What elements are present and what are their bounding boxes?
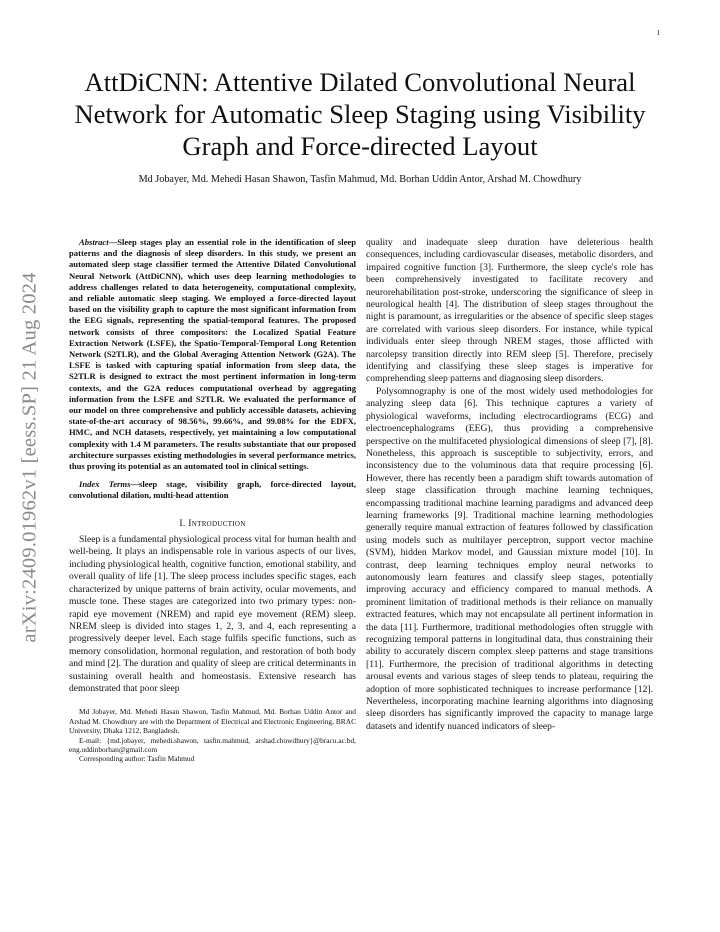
section-heading-introduction: I. Introduction <box>179 517 246 529</box>
footnote-email: E-mail: {md.jobayer, mehedi.shawon, tasfin.mahmud, arshad.chowdhury}@bracu.ac.bd, eng.uddinborhan@gmail.com <box>69 735 356 754</box>
intro-paragraph-3: Polysomnography is one of the most widely used methodologies for analyzing sleep data [6]. This technique captures a variety of physiological waveforms, including electrocardiograms (ECG) and electroencephalograms (EEG), thus providing a comprehensive perspective on the multifaceted physiological dimensions of sleep [7], [8]. Nonetheless, this approach is susceptible to subjectivity, errors, and inconsistency due to the voluminous data that require processing [6]. However, there has recently been a paradigm shift towards automation of sleep stage classification through machine learning techniques, encompassing traditional machine learning paradigms and advanced deep learning frameworks [9]. Traditional machine learning methodologies generally require manual extraction of features followed by classification using models such as multilayer perceptron, support vector machine (SVM), hidden Markov model, and Gaussian mixture model [10]. In contrast, deep learning techniques employ neural networks to autonomously learn features and classify sleep stages, potentially improving accuracy and efficiency compared to manual methods. A prominent limitation of traditional methods is their reliance on manually extracted features, which may not encapsulate all pertinent information in the data [11]. Furthermore, traditional methodologies often struggle with recognizing temporal patterns in longitudinal data, thus constraining their ability to accurately discern complex sleep patterns and stage transitions [11]. Furthermore, the precision of traditional algorithms in detecting arousal events and various stages of sleep tends to plateau, requiring the adoption of more sophisticated techniques to increase performance [12]. Nevertheless, incorporating machine learning algorithms into diagnosing sleep disorders has significantly improved the capacity to manage large datasets and identify nuanced indicators of sleep- <box>366 385 653 732</box>
footnote-affiliation: Md Jobayer, Md. Mehedi Hasan Shawon, Tasfin Mahmud, Md. Borhan Uddin Antor and Arshad M. Chowdhury are with the Department of Electrical and Electronic Engineering, BRAC University, Dhaka 1212, Bangladesh. <box>69 707 356 736</box>
author-list: Md Jobayer, Md. Mehedi Hasan Shawon, Tasfin Mahmud, Md. Borhan Uddin Antor, Arshad M. Chowdhury <box>138 174 582 185</box>
abstract-label: Abstract <box>79 237 109 247</box>
index-terms-label: Index Terms <box>79 479 131 490</box>
right-column <box>366 237 653 733</box>
paper-title: AttDiCNN: Attentive Dilated Convolutional Neural Network for Automatic Sleep Staging using Visibility Graph and Force-directed Layout <box>74 67 646 161</box>
abstract <box>69 237 356 472</box>
index-terms <box>69 479 356 501</box>
page-number: 1 <box>656 29 660 37</box>
arxiv-id: arXiv:2409.01962v1 [eess.SP] 21 Aug 2024 <box>18 271 41 643</box>
index-terms-text: —sleep stage, visibility graph, force-directed layout, convolutional dilation, multi-head attention <box>69 479 356 501</box>
left-column <box>69 237 356 764</box>
footnote <box>69 707 356 763</box>
abstract-text: —Sleep stages play an essential role in the identification of sleep patterns and the diagnosis of sleep disorders. In this study, we present an automated sleep stage classifier termed the Attentive Dilated Convolutional Neural Network (AttDiCNN), which uses deep learning methodologies to address challenges related to data heterogeneity, computational complexity, and reliable automatic sleep staging. We employed a force-directed layout based on the visibility graph to capture the most significant information from the EEG signals, representing the spatial-temporal features. The proposed network consists of three compositors: the Localized Spatial Feature Extraction Network (LSFE), the Spatio-Temporal-Temporal Long Retention Network (S2TLR), and the Global Averaging Attention Network (G2A). The LSFE is tasked with capturing spatial information from sleep data, the S2TLR is designed to extract the most pertinent information in long-term contexts, and the G2A reduces computational overhead by aggregating information from the LSFE and S2TLR. We evaluated the performance of our model on three comprehensive and publicly accessible datasets, achieving state-of-the-art accuracy of 98.56%, 99.66%, and 99.08% for the EDFX, HMC, and NCH datasets, respectively, yet maintaining a low computational complexity with 1.4 M parameters. The results substantiate that our proposed architecture surpasses existing methodologies in several performance metrics, thus proving its potential as an automated tool in clinical settings. <box>69 237 356 472</box>
intro-paragraph-2: quality and inadequate sleep duration have deleterious health consequences, including cardiovascular diseases, metabolic disorders, and impaired cognitive function [3]. Furthermore, the sleep cycle's role has been comprehensively investigated to facilitate recovery and neurorehabilitation post-stroke, underscoring the significance of sleep in neurological health [4]. The distribution of sleep stages throughout the night is paramount, as irregularities or the absence of specific sleep stages are correlated with various sleep disorders. For instance, while typical individuals enter sleep through NREM stages, those afflicted with narcolepsy transition directly into REM sleep [5]. Therefore, precisely identifying and classifying these sleep stages is imperative for comprehending sleep patterns and diagnosing sleep disorders. <box>366 237 653 385</box>
intro-paragraph-1: Sleep is a fundamental physiological process vital for human health and well-being. It plays an indispensable role in various aspects of our lives, including physiological health, cognitive function, emotional stability, and overall quality of life [1]. The sleep process includes specific stages, each characterized by unique patterns of brain activity, ocular movements, and muscle tone. These stages are categorized into two primary types: non-rapid eye movement (NREM) and rapid eye movement (REM) sleep. NREM sleep is divided into stages 1, 2, 3, and 4, each representing a progressively deeper level. Each stage fulfils specific functions, such as memory consolidation, hormonal regulation, and restoration of both body and mind [2]. The duration and quality of sleep are critical determinants in sustaining overall health and homeostasis. Extensive research has demonstrated that poor sleep <box>69 534 356 694</box>
footnote-corresponding: Corresponding author: Tasfin Mahmud <box>79 754 195 764</box>
arxiv-watermark <box>12 242 48 672</box>
